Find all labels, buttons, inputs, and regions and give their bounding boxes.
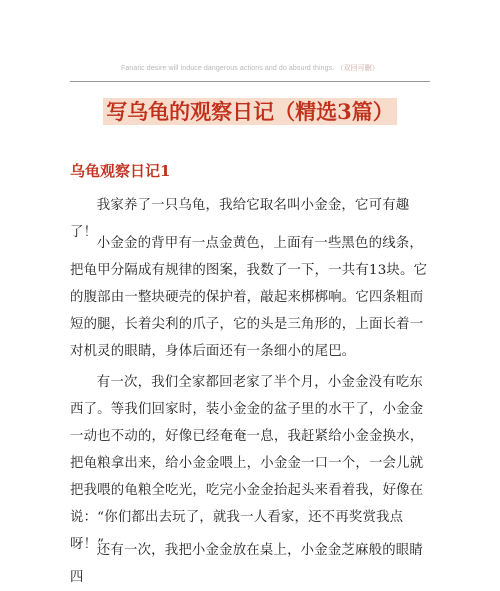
paragraph-2: 小金金的背甲有一点金黄色，上面有一些黑色的线条，把龟甲分隔成有规律的图案，我数了一下，一共有13块。它的腹部由一整块硬壳的保护着，敲起来梆梆响。它四条粗而短的腿，长着尖利的爪子，它的头是三角形的，上面长着一对机灵的眼睛，身体后面还有一条细小的尾巴。	[70, 236, 428, 359]
header-note	[0, 63, 500, 73]
paragraph-4: 还有一次，我把小金金放在桌上，小金金芝麻般的眼睛四	[70, 543, 423, 585]
document-title	[0, 97, 500, 127]
paragraph-3: 有一次，我们全家都回老家了半个月，小金金没有吃东西了。等我们回家时，装小金金的盆子里的水干了，小金金一动也不动的，好像已经奄奄一息，我赶紧给小金金换水，把龟粮拿出来，给小金金喂上，小金金一口一个，一会儿就把我喂的龟粮全吃光，吃完小金金抬起头来看着我，好像在说：“你们都出去玩了，就我一人看家，还不再奖赏我点呀！”	[70, 375, 424, 552]
header-note-suffix: （双回可删）	[336, 65, 379, 72]
paragraph-1: 我家养了一只乌龟，我给它取名叫小金金，它可有趣了！	[70, 198, 410, 240]
section-heading: 乌龟观察日记1	[70, 162, 171, 180]
header-divider	[70, 81, 430, 82]
document-title-text: 写乌龟的观察日记（精选3篇）	[103, 98, 397, 125]
header-note-text: Fanatic desire will induce dangerous actions and do absurd things.	[121, 65, 335, 72]
